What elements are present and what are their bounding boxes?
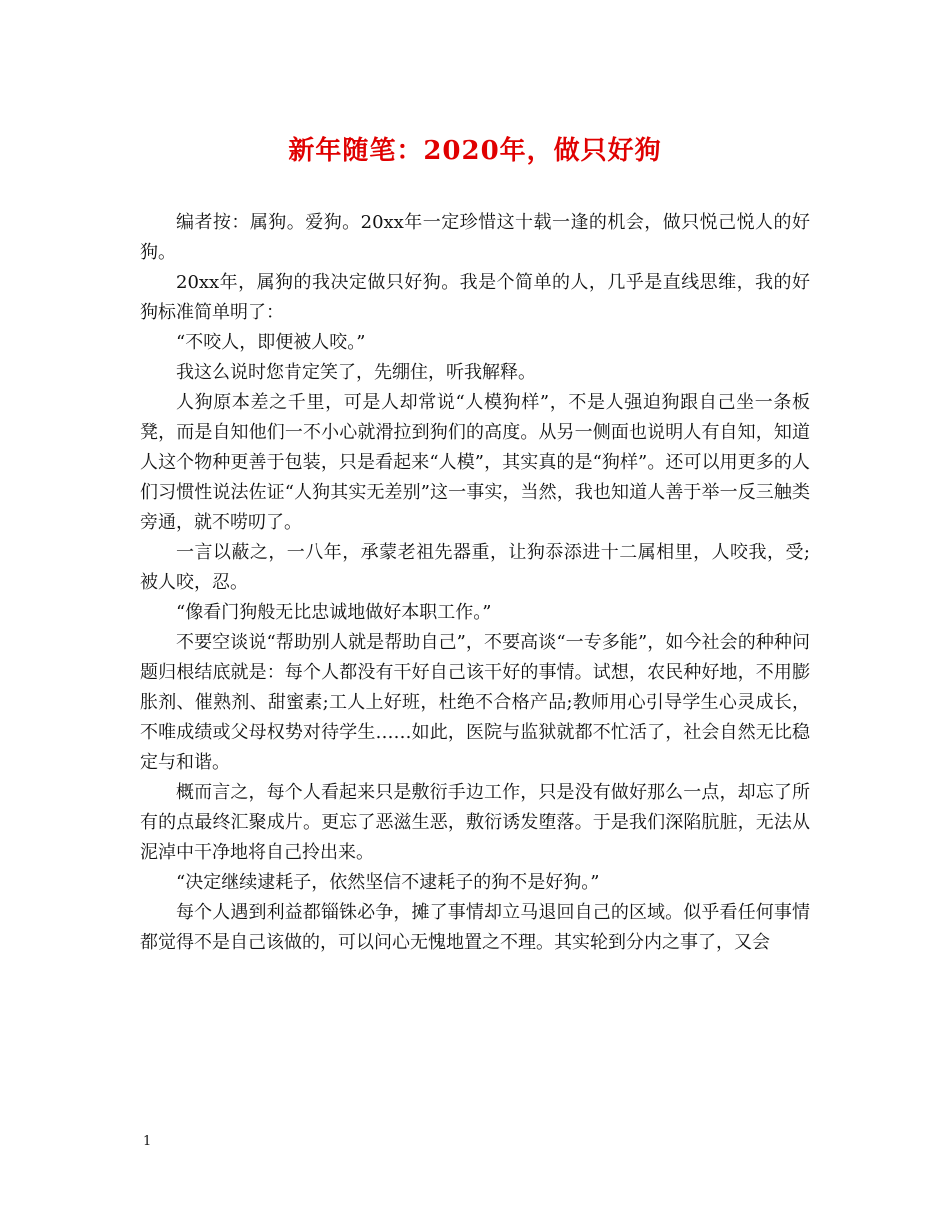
paragraph: “决定继续逮耗子，依然坚信不逮耗子的狗不是好狗。”	[176, 872, 600, 893]
paragraph: 每个人遇到利益都锱铢必争，摊了事情却立马退回自己的区域。似乎看任何事情都觉得不是自己该做的，可以问心无愧地置之不理。其实轮到分内之事了，又会	[140, 902, 810, 953]
paragraph: 一言以蔽之，一八年，承蒙老祖先器重，让狗忝添进十二属相里，人咬我，受;被人咬，忍。	[140, 542, 810, 593]
paragraph: 不要空谈说“帮助别人就是帮助自己”，不要高谈“一专多能”，如今社会的种种问题归根结底就是：每个人都没有干好自己该干好的事情。试想，农民种好地，不用膨胀剂、催熟剂、甜蜜素;工人上好班，杜绝不合格产品;教师用心引导学生心灵成长，不唯成绩或父母权势对待学生……如此，医院与监狱就都不忙活了，社会自然无比稳定与和谐。	[140, 632, 810, 773]
paragraph: 人狗原本差之千里，可是人却常说“人模狗样”，不是人强迫狗跟自己坐一条板凳，而是自知他们一不小心就滑拉到狗们的高度。从另一侧面也说明人有自知，知道人这个物种更善于包装，只是看起来“人模”，其实真的是“狗样”。还可以用更多的人们习惯性说法佐证“人狗其实无差别”这一事实，当然，我也知道人善于举一反三触类旁通，就不唠叨了。	[140, 392, 810, 533]
document-title: 新年随笔：2020年，做只好狗	[288, 136, 662, 166]
paragraph: 我这么说时您肯定笑了，先绷住，听我解释。	[176, 362, 536, 383]
paragraph: “像看门狗般无比忠诚地做好本职工作。”	[176, 602, 492, 623]
paragraph: 概而言之，每个人看起来只是敷衍手边工作，只是没有做好那么一点，却忘了所有的点最终汇聚成片。更忘了恶滋生恶，敷衍诱发堕落。于是我们深陷肮脏，无法从泥淖中干净地将自己拎出来。	[140, 782, 810, 863]
paragraph: 20xx年，属狗的我决定做只好狗。我是个简单的人，几乎是直线思维，我的好狗标准简单明了：	[140, 272, 810, 323]
document-body	[140, 208, 810, 958]
paragraph: “不咬人，即便被人咬。”	[176, 332, 366, 353]
page-number: 1	[143, 1134, 152, 1149]
paragraph: 编者按：属狗。爱狗。20xx年一定珍惜这十载一逢的机会，做只悦己悦人的好狗。	[140, 212, 810, 263]
